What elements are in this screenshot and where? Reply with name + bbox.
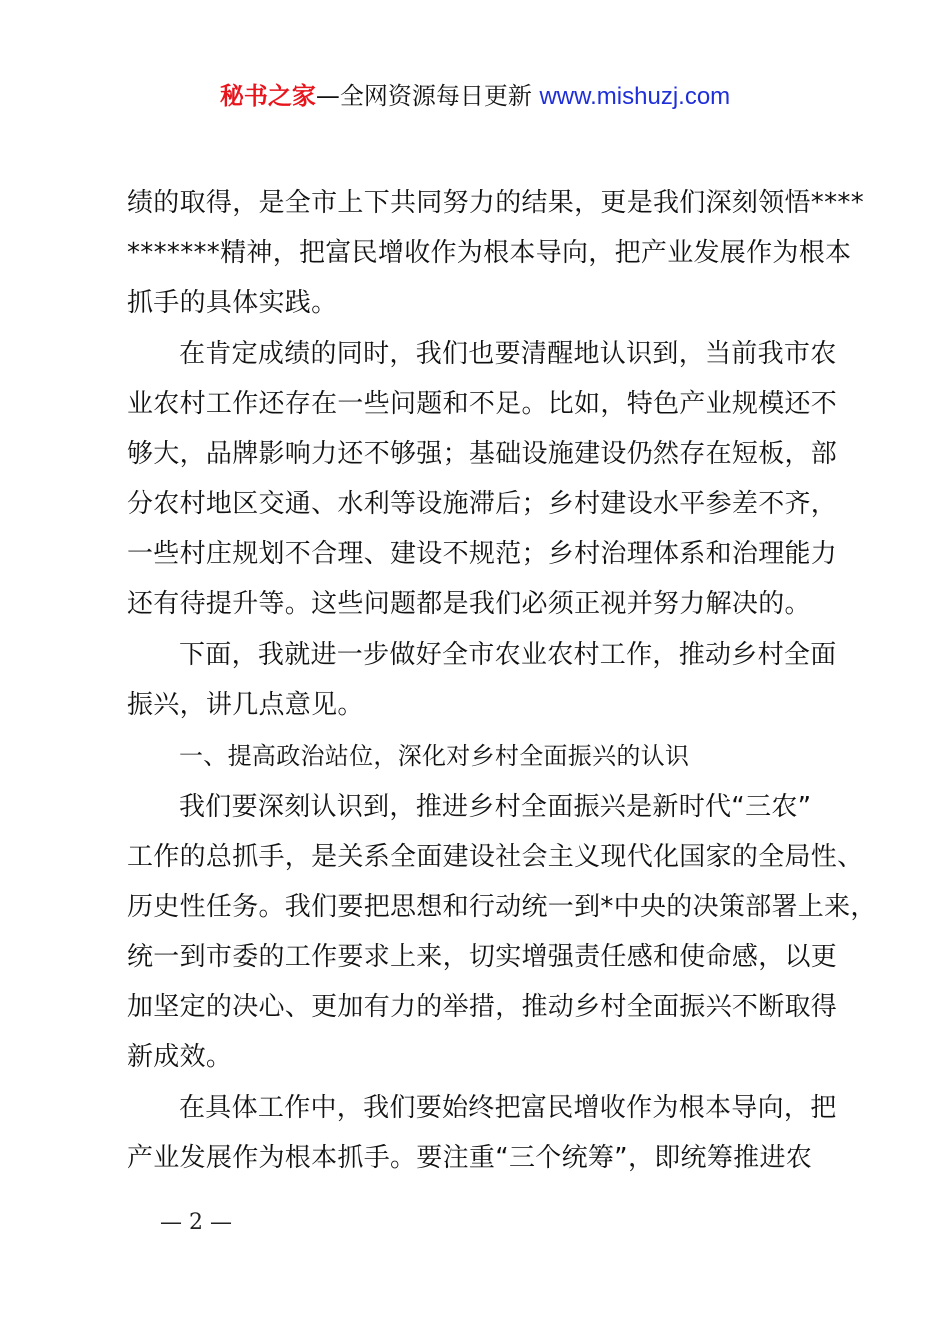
paragraph-intro-opinions bbox=[127, 630, 837, 730]
text-line: 分农村地区交通、水利等设施滞后；乡村建设水平参差不齐， bbox=[127, 489, 838, 519]
text-line: 抓手的具体实践。 bbox=[127, 288, 338, 318]
text-line: 够大，品牌影响力还不够强；基础设施建设仍然存在短板，部 bbox=[127, 439, 838, 469]
text-line: 下面，我就进一步做好全市农业农村工作，推动乡村全面 bbox=[179, 640, 837, 670]
section-heading-1 bbox=[127, 731, 837, 781]
text-line: 在具体工作中，我们要始终把富民增收作为根本导向，把 bbox=[179, 1093, 837, 1123]
text-line: 还有待提升等。这些问题都是我们必须正视并努力解决的。 bbox=[127, 589, 811, 619]
text-line: 统一到市委的工作要求上来，切实增强责任感和使命感，以更 bbox=[127, 942, 838, 972]
paragraph-specific-work bbox=[127, 1083, 837, 1183]
site-header bbox=[0, 80, 950, 113]
text-line: *******精神，把富民增收作为根本导向，把产业发展作为根本 bbox=[127, 238, 852, 268]
paragraph-problems bbox=[127, 329, 837, 629]
document-body bbox=[127, 178, 877, 1184]
text-line: 加坚定的决心、更加有力的举措，推动乡村全面振兴不断取得 bbox=[127, 992, 838, 1022]
site-tagline: —全网资源每日更新 bbox=[315, 82, 540, 110]
text-line: 一些村庄规划不合理、建设不规范；乡村治理体系和治理能力 bbox=[127, 539, 838, 569]
site-brand: 秘书之家 bbox=[219, 82, 316, 110]
text-line: 绩的取得，是全市上下共同努力的结果，更是我们深刻领悟**** bbox=[127, 188, 865, 218]
text-line: 业农村工作还存在一些问题和不足。比如，特色产业规模还不 bbox=[127, 389, 838, 419]
page-number: — 2 — bbox=[160, 1210, 232, 1235]
paragraph-achievements bbox=[127, 178, 865, 328]
heading-text: 一、提高政治站位，深化对乡村全面振兴的认识 bbox=[179, 742, 690, 770]
text-line: 历史性任务。我们要把思想和行动统一到*中央的决策部署上来， bbox=[127, 892, 877, 922]
paragraph-understanding bbox=[127, 782, 877, 1082]
text-line: 在肯定成绩的同时，我们也要清醒地认识到，当前我市农 bbox=[179, 339, 837, 369]
text-line: 产业发展作为根本抓手。要注重“三个统筹”，即统筹推进农 bbox=[127, 1143, 813, 1173]
text-line: 我们要深刻认识到，推进乡村全面振兴是新时代“三农” bbox=[179, 792, 812, 822]
text-line: 振兴，讲几点意见。 bbox=[127, 690, 364, 720]
text-line: 工作的总抓手，是关系全面建设社会主义现代化国家的全局性、 bbox=[127, 842, 864, 872]
site-url-link[interactable]: www.mishuzj.com bbox=[539, 83, 731, 110]
text-line: 新成效。 bbox=[127, 1042, 233, 1072]
